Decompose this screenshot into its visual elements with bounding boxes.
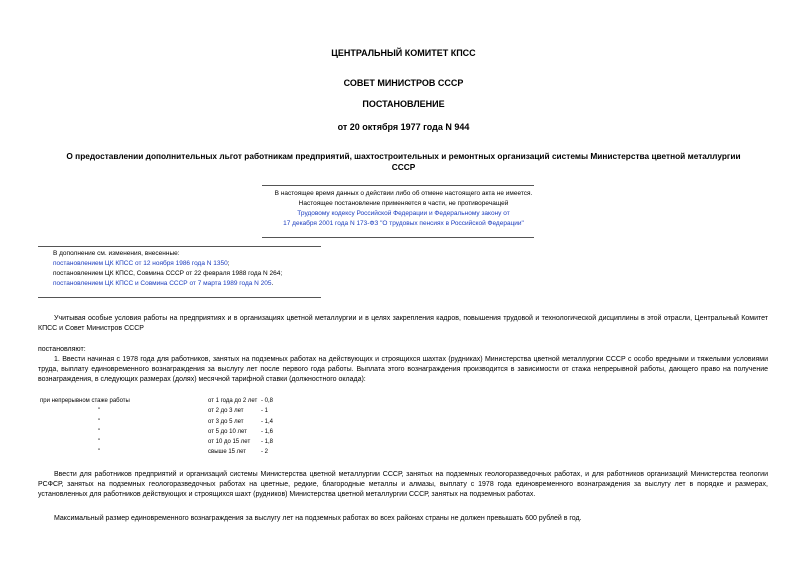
council-heading: СОВЕТ МИНИСТРОВ СССР xyxy=(343,78,464,88)
amendments-block xyxy=(53,249,282,289)
doc-type-heading: ПОСТАНОВЛЕНИЕ xyxy=(362,99,445,109)
amendment-item-1: постановлением ЦК КПСС от 12 ноября 1986 года N 1350; xyxy=(53,260,230,267)
committee-heading: ЦЕНТРАЛЬНЫЙ КОМИТЕТ КПСС xyxy=(331,48,476,58)
grade-row xyxy=(40,427,291,437)
grade-row xyxy=(40,396,291,406)
notice-top-divider xyxy=(262,185,534,186)
grade-row xyxy=(40,417,291,427)
amendment-item-2: постановлением ЦК КПСС, Совмина СССР от 22 февраля 1988 года N 264; xyxy=(53,270,283,277)
seniority-grades-table xyxy=(40,396,291,458)
grade-row xyxy=(40,406,291,416)
clause-1-paragraph: 1. Ввести начиная с 1978 года для работников, занятых на подземных работах на действующих и строящихся шахтах (рудниках) Министерства цветной металлургии СССР с особо вредными и тяжелыми условиями труда, выплату единовременного вознаграждения за выслугу лет после первого года работы. Выплата этого вознаграждения производится в зависимости от стажа непрерывной работы, дающего право на получение вознаграждения, в следующих размерах (долях) месячной тарифной ставки (должностного оклада): xyxy=(38,356,768,383)
doc-title-line2: СССР xyxy=(391,162,416,172)
amendment-link-1986[interactable]: постановлением ЦК КПСС от 12 ноября 1986 года N 1350 xyxy=(53,260,228,267)
doc-date: от 20 октября 1977 года N 944 xyxy=(337,122,470,132)
notice-line1: В настоящее время данных о действии либо об отмене настоящего акта не имеется. xyxy=(274,190,533,197)
grade-range: от 10 до 15 лет xyxy=(208,439,251,446)
grade-label: " xyxy=(98,428,101,435)
grade-value: - 1 xyxy=(261,408,269,415)
notice-block xyxy=(0,189,807,229)
amendment-item-3: постановлением ЦК КПСС и Совмина СССР от 7 марта 1989 года N 205. xyxy=(53,280,274,287)
amendment-link-1989[interactable]: постановлением ЦК КПСС и Совмина СССР от 7 марта 1989 года N 205 xyxy=(53,280,272,287)
grade-value: - 1,4 xyxy=(261,418,274,425)
amendments-bottom-divider xyxy=(38,297,321,298)
grade-row xyxy=(40,447,291,457)
amendments-top-divider xyxy=(38,246,321,247)
grade-label: при непрерывном стаже работы xyxy=(40,398,130,404)
grade-range: свыше 15 лет xyxy=(208,449,247,456)
preamble-paragraph: Учитывая особые условия работы на предприятиях и в организациях цветной металлургии и в целях закрепления кадров, повышения трудовой и технологической дисциплины в этой отрасли, Центральный Комитет КПСС и Совет Министров СССР xyxy=(38,315,768,332)
grade-range: от 3 до 5 лет xyxy=(208,418,244,425)
grade-range: от 5 до 10 лет xyxy=(208,428,247,435)
grade-label: " xyxy=(98,449,101,456)
geology-workers-paragraph: Ввести для работников предприятий и организаций системы Министерства цветной металлургии СССР, занятых на подземных геологоразведочных работах, и для работников организаций Министерства геологии РСФСР, занятых на подземных геологоразведочных работах на цветные, редкие, благородные металлы и алмазы, выплату с 1978 года единовременного вознаграждения за выслугу лет в порядке и размерах, установленных для работников действующих и строящихся шахт (рудников) Министерства цветной металлургии СССР, занятых на подземных работах. xyxy=(38,471,768,498)
pension-law-link[interactable]: 17 декабря 2001 года N 173-ФЗ "О трудовых пенсиях в Российской Федерации" xyxy=(283,220,524,227)
doc-title xyxy=(0,151,807,173)
grade-label: " xyxy=(98,408,101,415)
grade-range: от 1 года до 2 лет xyxy=(208,398,258,404)
grade-range: от 2 до 3 лет xyxy=(208,408,244,415)
labor-code-link[interactable]: Трудовому кодексу Российской Федерации и Федеральному закону от xyxy=(297,210,510,217)
notice-bottom-divider xyxy=(262,237,534,238)
grade-value: - 1,8 xyxy=(261,439,274,446)
grade-label: " xyxy=(98,418,101,425)
grade-row xyxy=(40,437,291,447)
grade-value: - 1,6 xyxy=(261,428,274,435)
amendments-intro: В дополнение см. изменения, внесенные: xyxy=(53,250,180,257)
grade-label: " xyxy=(98,439,101,446)
doc-title-line1: О предоставлении дополнительных льгот работникам предприятий, шахтостроительных и ремонтных организаций системы Министерства цветной металлургии xyxy=(66,151,741,161)
grade-value: - 0,8 xyxy=(261,398,274,404)
notice-line2: Настоящее постановление применяется в части, не противоречащей xyxy=(298,200,509,207)
resolves-text: постановляют: xyxy=(38,346,86,353)
grade-value: - 2 xyxy=(261,449,269,456)
max-reward-paragraph: Максимальный размер единовременного вознаграждения за выслугу лет на подземных работах во всех районах страны не должен превышать 600 рублей в год. xyxy=(54,515,582,522)
